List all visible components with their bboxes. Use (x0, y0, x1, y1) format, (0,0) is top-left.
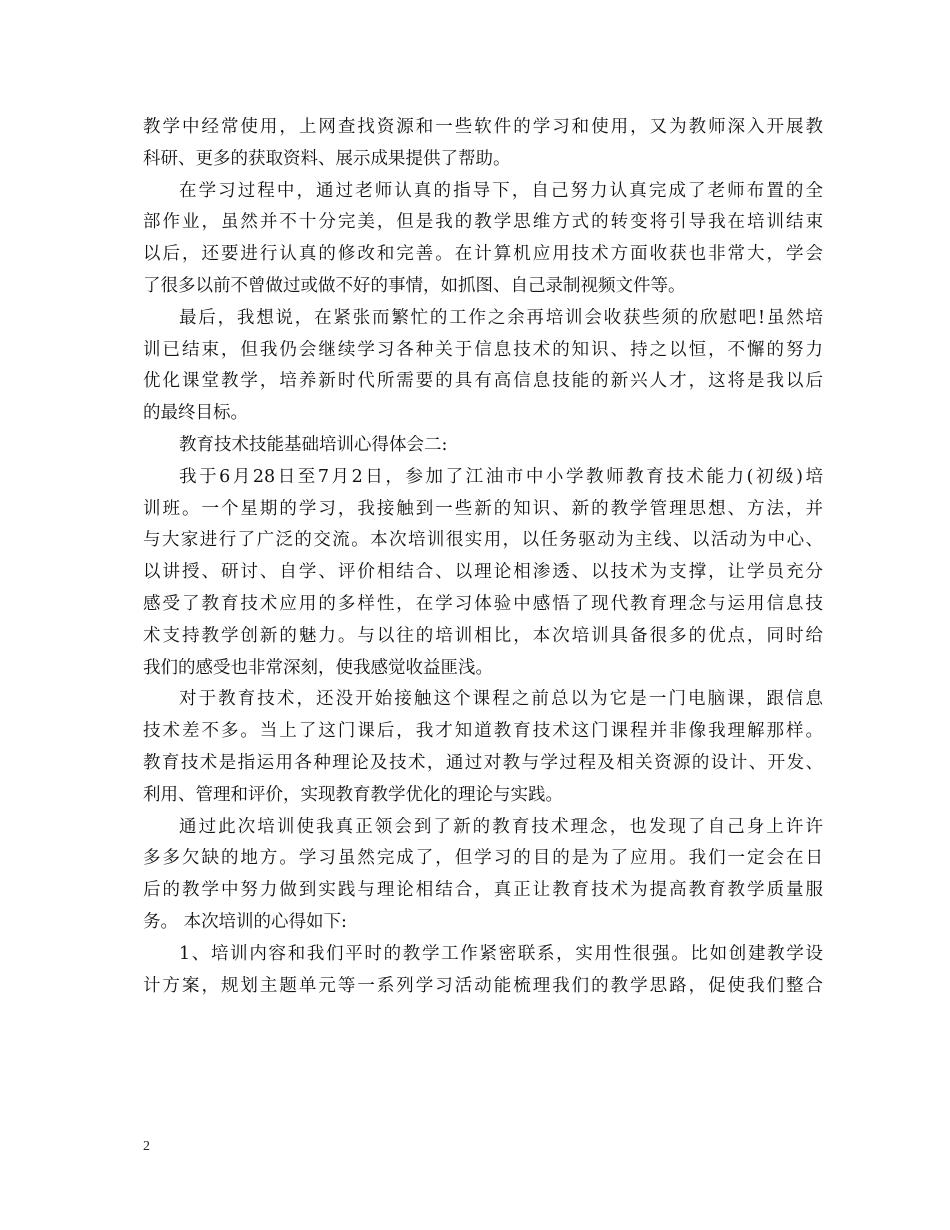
text-line: 感受了教育技术应用的多样性，在学习体验中感悟了现代教育理念与运用信息技 (143, 593, 823, 614)
text-line: 我们的感受也非常深刻，使我感觉收益匪浅。 (143, 657, 493, 678)
text-line: 最后，我想说，在紧张而繁忙的工作之余再培训会收获些须的欣慰吧!虽然培 (179, 307, 823, 328)
text-line: 我于6月28日至7月2日，参加了江油市中小学教师教育技术能力(初级)培 (179, 466, 823, 487)
text-line: 计方案，规划主题单元等一系列学习活动能梳理我们的教学思路，促使我们整合 (143, 975, 823, 996)
text-line: 务。 本次培训的心得如下: (143, 911, 347, 932)
text-line: 对于教育技术，还没开始接触这个课程之前总以为它是一门电脑课，跟信息 (179, 689, 823, 710)
text-line: 利用、管理和评价，实现教育教学优化的理论与实践。 (143, 784, 563, 805)
text-line: 了很多以前不曾做过或做不好的事情，如抓图、自己录制视频文件等。 (143, 275, 686, 296)
text-line: 训班。一个星期的学习，我接触到一些新的知识、新的教学管理思想、方法，并 (143, 498, 823, 519)
text-line: 与大家进行了广泛的交流。本次培训很实用，以任务驱动为主线、以活动为中心、 (143, 530, 823, 551)
text-line: 科研、更多的获取资料、展示成果提供了帮助。 (143, 148, 511, 169)
text-line: 在学习过程中，通过老师认真的指导下，自己努力认真完成了老师布置的全 (179, 180, 823, 201)
text-line: 的最终目标。 (143, 403, 248, 424)
text-line: 后的教学中努力做到实践与理论相结合，真正让教育技术为提高教育教学质量服 (143, 880, 823, 901)
text-line: 训已结束，但我仍会继续学习各种关于信息技术的知识、持之以恒，不懈的努力 (143, 339, 823, 360)
text-line: 部作业，虽然并不十分完美，但是我的教学思维方式的转变将引导我在培训结束 (143, 212, 823, 233)
text-line: 技术差不多。当上了这门课后，我才知道教育技术这门课程并非像我理解那样。 (143, 721, 823, 742)
text-line: 1、培训内容和我们平时的教学工作紧密联系，实用性很强。比如创建教学设 (179, 943, 823, 964)
text-line: 优化课堂教学，培养新时代所需要的具有高信息技能的新兴人才，这将是我以后 (143, 371, 823, 392)
document-body (143, 112, 823, 1002)
text-line: 教学中经常使用，上网查找资源和一些软件的学习和使用，又为教师深入开展教 (143, 117, 823, 137)
text-line: 通过此次培训使我真正领会到了新的教育技术理念，也发现了自己身上许许 (179, 816, 823, 837)
text-line: 教育技术技能基础培训心得体会二: (179, 434, 448, 455)
page-number: 2 (143, 1139, 150, 1154)
text-line: 以讲授、研讨、自学、评价相结合、以理论相渗透、以技术为支撑，让学员充分 (143, 562, 823, 583)
text-line: 术支持教学创新的魅力。与以往的培训相比，本次培训具备很多的优点，同时给 (143, 625, 823, 646)
text-line: 以后，还要进行认真的修改和完善。在计算机应用技术方面收获也非常大，学会 (143, 244, 823, 265)
text-line: 多多欠缺的地方。学习虽然完成了，但学习的目的是为了应用。我们一定会在日 (143, 848, 823, 869)
text-line: 教育技术是指运用各种理论及技术，通过对教与学过程及相关资源的设计、开发、 (143, 752, 823, 773)
